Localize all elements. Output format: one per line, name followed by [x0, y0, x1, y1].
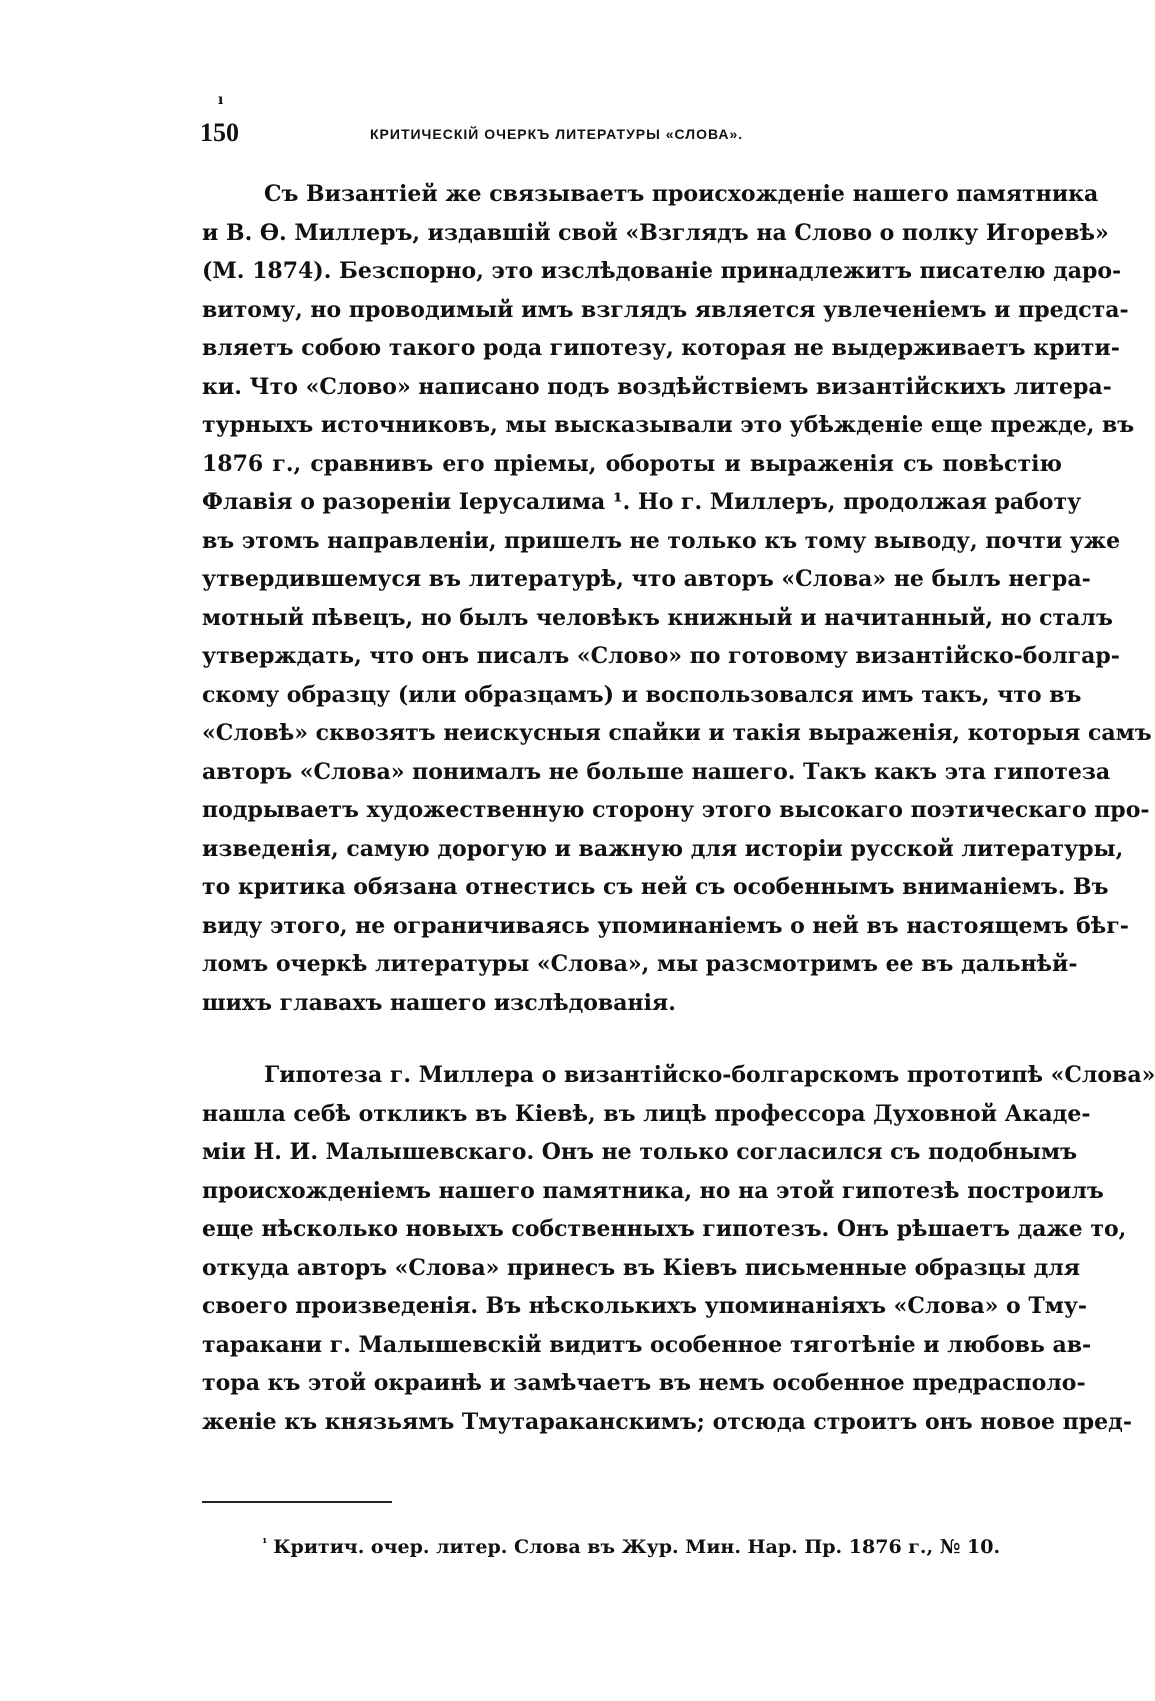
paragraph	[202, 1056, 1155, 1441]
text-line: (М. 1874). Безспорно, это изслѣдованіе принадлежитъ писателю даро-	[202, 258, 1122, 284]
footnote-text: Критич. очер. литер. Слова въ Жур. Мин. Нар. Пр. 1876 г., № 10.	[273, 1536, 1001, 1558]
text-line: скому образцу (или образцамъ) и воспользовался имъ такъ, что въ	[202, 681, 1082, 708]
text-line: подрываетъ художественную сторону этого высокаго поэтическаго про-	[202, 797, 1150, 823]
text-line: въ этомъ направленіи, пришелъ не только къ тому выводу, почти уже	[202, 527, 1121, 554]
footnote-separator	[202, 1501, 392, 1503]
text-line: нашла себѣ откликъ въ Кіевѣ, въ лицѣ профессора Духовной Акаде-	[202, 1100, 1091, 1127]
text-line: авторъ «Слова» понималъ не больше нашего. Такъ какъ эта гипотеза	[202, 758, 1111, 785]
text-line: «Словѣ» сквозятъ неискусныя спайки и такія выраженія, которыя самъ	[202, 720, 1152, 746]
text-line: таракани г. Малышевскій видитъ особенное тяготѣніе и любовь ав-	[202, 1331, 1092, 1358]
text-line: женіе къ князьямъ Тмутараканскимъ; отсюда строитъ онъ новое пред-	[202, 1408, 1132, 1435]
text-line: своего произведенія. Въ нѣсколькихъ упоминаніяхъ «Слова» о Тму-	[202, 1293, 1088, 1319]
text-line: откуда авторъ «Слова» принесъ въ Кіевъ письменные образцы для	[202, 1254, 1081, 1281]
page-body	[202, 175, 1155, 1441]
text-line: міи Н. И. Малышевскаго. Онъ не только согласился съ подобнымъ	[202, 1139, 1078, 1165]
page-number: 150	[200, 118, 239, 147]
text-line: тора къ этой окраинѣ и замѣчаетъ въ немъ особенное предрасполо-	[202, 1370, 1086, 1396]
text-line: виду этого, не ограничиваясь упоминаніемъ о ней въ настоящемъ бѣг-	[202, 912, 1129, 939]
text-line: утвердившемуся въ литературѣ, что авторъ «Слова» не былъ негра-	[202, 566, 1091, 592]
text-line: витому, но проводимый имъ взглядъ является увлеченіемъ и предста-	[202, 296, 1129, 323]
text-line: ломъ очеркѣ литературы «Слова», мы разсмотримъ ее въ дальнѣй-	[202, 951, 1078, 977]
footnote	[262, 1536, 1022, 1558]
text-line: Флавія о разореніи Іерусалима ¹. Но г. Миллеръ, продолжая работу	[202, 489, 1082, 515]
text-line: утверждать, что онъ писалъ «Слово» по готовому византійско-болгар-	[202, 643, 1120, 669]
running-title: КРИТИЧЕСКІЙ ОЧЕРКЪ ЛИТЕРАТУРЫ «СЛОВА».	[370, 126, 744, 142]
text-line: и В. Ѳ. Миллеръ, издавшій свой «Взглядъ на Слово о полку Игоревѣ»	[202, 219, 1109, 246]
text-line: то критика обязана отнестись съ ней съ особеннымъ вниманіемъ. Въ	[202, 874, 1109, 900]
footnote-mark: ¹	[262, 1536, 268, 1550]
page-header	[200, 118, 900, 148]
paragraph	[202, 175, 1152, 1022]
text-line: турныхъ источниковъ, мы высказывали это убѣжденіе еще прежде, въ	[202, 412, 1135, 438]
margin-mark: ı	[218, 92, 224, 108]
text-line: Съ Византіей же связываетъ происхожденіе нашего памятника	[264, 181, 1099, 207]
text-line: вляетъ собою такого рода гипотезу, которая не выдерживаетъ крити-	[202, 335, 1120, 361]
text-line: изведенія, самую дорогую и важную для исторіи русской литературы,	[202, 835, 1124, 862]
text-line: происхожденіемъ нашего памятника, но на этой гипотезѣ построилъ	[202, 1177, 1104, 1204]
text-line: шихъ главахъ нашего изслѣдованія.	[202, 989, 676, 1016]
text-line: мотный пѣвецъ, но былъ человѣкъ книжный и начитанный, но сталъ	[202, 604, 1113, 631]
text-line: Гипотеза г. Миллера о византійско-болгарскомъ прототипѣ «Слова»	[264, 1062, 1155, 1088]
text-line: еще нѣсколько новыхъ собственныхъ гипотезъ. Онъ рѣшаетъ даже то,	[202, 1216, 1127, 1242]
text-line: 1876 г., сравнивъ его пріемы, обороты и выраженія съ повѣстію	[202, 450, 1062, 477]
text-line: ки. Что «Слово» написано подъ воздѣйствіемъ византійскихъ литера-	[202, 373, 1112, 400]
